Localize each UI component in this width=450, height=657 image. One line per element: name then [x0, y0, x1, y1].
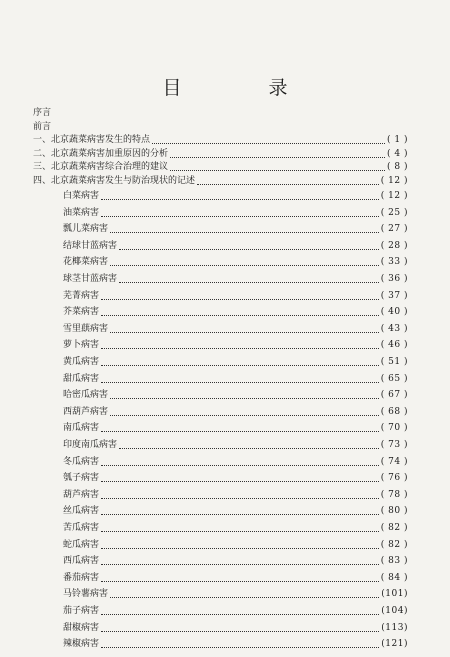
- entry-title: 西瓜病害: [63, 556, 100, 567]
- page-number: ( 8 ): [387, 162, 408, 172]
- entry-title: 白菜病害: [63, 191, 100, 201]
- page-number: ( 70 ): [380, 423, 408, 434]
- dot-leader: [101, 548, 379, 549]
- toc-entry-row[interactable]: [63, 472, 408, 484]
- toc-entry-row[interactable]: [63, 572, 408, 584]
- page-number: (113): [381, 622, 408, 633]
- page-number: ( 78 ): [380, 489, 408, 500]
- page-number: ( 74 ): [380, 456, 408, 467]
- toc-section-row[interactable]: [33, 148, 408, 160]
- entry-title: 冬瓜病害: [63, 456, 100, 467]
- section-title: 北京蔬菜病害发生与防治现状的记述: [51, 175, 196, 186]
- entry-title: 甜椒病害: [63, 622, 100, 633]
- dot-leader: [101, 647, 379, 648]
- dot-leader: [101, 199, 379, 200]
- dot-leader: [101, 481, 379, 482]
- section-number: 四、: [33, 175, 52, 186]
- dot-leader: [101, 514, 379, 515]
- toc-section-row[interactable]: [33, 175, 408, 187]
- entry-title: 南瓜病害: [63, 423, 100, 434]
- page-number: ( 65 ): [380, 373, 408, 384]
- entry-title: 蛇瓜病害: [63, 539, 100, 550]
- toc-entry-row[interactable]: [63, 373, 408, 385]
- entry-title: 葫芦病害: [63, 489, 100, 500]
- dot-leader: [101, 465, 379, 466]
- section-title: 北京蔬菜病害发生的特点: [51, 135, 151, 145]
- page-number: ( 82 ): [380, 523, 408, 533]
- dot-leader: [101, 216, 379, 217]
- dot-leader: [170, 170, 385, 171]
- preface-heading: 序言: [33, 108, 52, 118]
- dot-leader: [110, 232, 379, 233]
- toc-section-row[interactable]: [33, 161, 408, 173]
- dot-leader: [110, 398, 379, 399]
- dot-leader: [101, 614, 379, 615]
- page-number: ( 76 ): [380, 473, 408, 484]
- page-number: ( 68 ): [380, 406, 408, 417]
- dot-leader: [110, 265, 379, 266]
- entry-title: 结球甘蓝病害: [63, 240, 118, 251]
- page-number: ( 36 ): [380, 274, 408, 284]
- dot-leader: [119, 448, 379, 449]
- page-number: ( 82 ): [380, 539, 408, 550]
- entry-title: 瓢儿菜病害: [63, 224, 109, 235]
- page-number: ( 46 ): [380, 340, 408, 351]
- page-number: ( 67 ): [380, 390, 408, 401]
- page-number: ( 4 ): [387, 148, 408, 159]
- toc-entry-row[interactable]: [63, 439, 408, 451]
- toc-entry-row[interactable]: [63, 356, 408, 368]
- entry-title: 芥菜病害: [63, 307, 100, 318]
- entry-title: 芜菁病害: [63, 290, 100, 301]
- page-number: (104): [381, 606, 408, 616]
- entry-title: 雪里蕻病害: [63, 323, 109, 334]
- page-number: ( 25 ): [380, 207, 408, 218]
- dot-leader: [110, 332, 379, 333]
- toc-entry-row[interactable]: [63, 339, 408, 351]
- toc-entry-row[interactable]: [63, 389, 408, 401]
- toc-entry-row[interactable]: [63, 522, 408, 534]
- toc-entry-row[interactable]: [63, 207, 408, 219]
- toc-entry-row[interactable]: [63, 555, 408, 567]
- dot-leader: [110, 597, 379, 598]
- toc-entry-row[interactable]: [63, 489, 408, 501]
- entry-title: 茄子病害: [63, 606, 100, 616]
- page-number: ( 12 ): [380, 175, 408, 186]
- section-number: 三、: [33, 162, 52, 172]
- dot-leader: [101, 498, 379, 499]
- dot-leader: [170, 157, 385, 158]
- page-number: ( 33 ): [380, 257, 408, 268]
- entry-title: 球茎甘蓝病害: [63, 274, 118, 284]
- page-number: ( 84 ): [380, 572, 408, 583]
- foreword-heading: 前言: [33, 122, 52, 132]
- entry-title: 萝卜病害: [63, 340, 100, 351]
- toc-entry-row[interactable]: [63, 505, 408, 517]
- page-title: 目 录: [162, 77, 322, 99]
- entry-title: 黄瓜病害: [63, 357, 100, 367]
- dot-leader: [101, 348, 379, 349]
- page-number: ( 80 ): [380, 506, 408, 517]
- entry-title: 辣椒病害: [63, 639, 100, 650]
- section-title: 北京蔬菜病害综合治理的建议: [51, 162, 169, 172]
- page-number: ( 28 ): [380, 240, 408, 251]
- entry-title: 苦瓜病害: [63, 523, 100, 533]
- toc-entry-row[interactable]: [63, 190, 408, 202]
- toc-entry-row[interactable]: [63, 422, 408, 434]
- section-title: 北京蔬菜病害加重原因的分析: [51, 148, 169, 159]
- dot-leader: [197, 184, 379, 185]
- entry-title: 哈密瓜病害: [63, 390, 109, 401]
- entry-title: 甜瓜病害: [63, 373, 100, 384]
- page-number: (121): [381, 639, 408, 650]
- page-number: ( 1 ): [387, 135, 408, 145]
- dot-leader: [101, 299, 379, 300]
- dot-leader: [101, 581, 379, 582]
- dot-leader: [101, 365, 379, 366]
- dot-leader: [152, 143, 385, 144]
- toc-entry-row[interactable]: [63, 638, 408, 650]
- page-number: ( 43 ): [380, 323, 408, 334]
- toc-entry-row[interactable]: [63, 456, 408, 468]
- entry-title: 花椰菜病害: [63, 257, 109, 268]
- entry-title: 丝瓜病害: [63, 506, 100, 517]
- dot-leader: [101, 315, 379, 316]
- toc-section-row[interactable]: [33, 134, 408, 146]
- page-number: ( 51 ): [380, 357, 408, 367]
- entry-title: 瓠子病害: [63, 473, 100, 484]
- dot-leader: [101, 531, 379, 532]
- dot-leader: [101, 564, 379, 565]
- dot-leader: [119, 282, 379, 283]
- toc-entry-row[interactable]: [63, 223, 408, 235]
- page-number: ( 73 ): [380, 440, 408, 450]
- page-number: ( 37 ): [380, 290, 408, 301]
- toc-entry-row[interactable]: [63, 306, 408, 318]
- toc-entry-row[interactable]: [63, 273, 408, 285]
- entry-title: 印度南瓜病害: [63, 440, 118, 450]
- dot-leader: [110, 415, 379, 416]
- page-number: ( 40 ): [380, 307, 408, 318]
- entry-title: 西葫芦病害: [63, 406, 109, 417]
- dot-leader: [101, 382, 379, 383]
- page-number: ( 83 ): [380, 556, 408, 567]
- toc-entry-row[interactable]: [63, 323, 408, 335]
- section-number: 一、: [33, 135, 52, 145]
- entry-title: 番茄病害: [63, 572, 100, 583]
- toc-entry-row[interactable]: [63, 539, 408, 551]
- toc-entry-row[interactable]: [63, 256, 408, 268]
- page-number: (101): [381, 589, 408, 600]
- dot-leader: [119, 249, 379, 250]
- section-number: 二、: [33, 148, 52, 159]
- toc-entry-row[interactable]: [63, 240, 408, 252]
- page-number: ( 27 ): [380, 224, 408, 235]
- dot-leader: [101, 631, 379, 632]
- entry-title: 马铃薯病害: [63, 589, 109, 600]
- toc-entry-row[interactable]: [63, 290, 408, 302]
- toc-entry-row[interactable]: [63, 406, 408, 418]
- toc-entry-row[interactable]: [63, 588, 408, 600]
- dot-leader: [101, 431, 379, 432]
- entry-title: 油菜病害: [63, 207, 100, 218]
- toc-entry-row[interactable]: [63, 605, 408, 617]
- page-number: ( 12 ): [380, 191, 408, 201]
- toc-entry-row[interactable]: [63, 622, 408, 634]
